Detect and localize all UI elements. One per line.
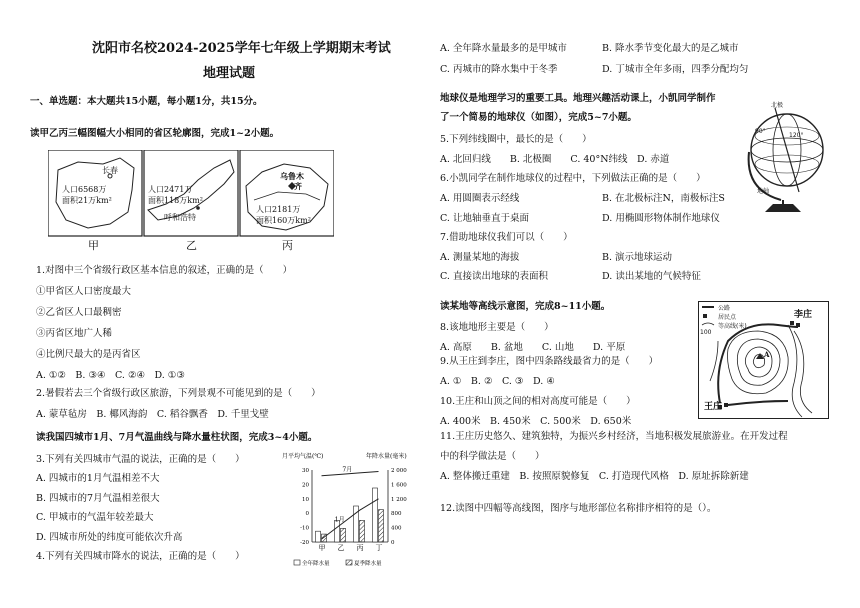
village-wangzhuang: 王庄: [704, 402, 723, 412]
map-a-city: 长春: [102, 166, 118, 175]
map-label-c: 丙: [282, 239, 293, 252]
right-tick-label: 1 200: [391, 496, 407, 503]
globe-label-lon: 120°: [789, 132, 804, 139]
right-tick-label: 400: [391, 525, 402, 532]
contour-legend-value: 100: [700, 329, 712, 336]
q4-option-a: A. 全年降水量最多的是甲城市: [440, 43, 567, 54]
category-label: 乙: [337, 544, 345, 552]
q2-choices: A. 蒙草毡房 B. 椰风海韵 C. 稻谷飘香 D. 千里戈壁: [36, 409, 269, 420]
q1-option-2: ②乙省区人口最稠密: [36, 307, 122, 318]
globe-figure: [735, 100, 827, 218]
province-map-figure: [48, 150, 334, 254]
climate-chart: [280, 448, 425, 574]
legend-swatch-summer: [346, 560, 352, 565]
section-heading: 一、单选题：本大题共15小题，每小题1分，共15分。: [30, 96, 263, 107]
q6-option-c: C. 让地轴垂直于桌面: [440, 213, 529, 224]
bar-summer-precip: [341, 528, 346, 542]
bar-summer-precip: [360, 520, 365, 542]
right-column: [430, 0, 860, 608]
intro-q8-11: 读某地等高线示意图，完成8~11小题。: [440, 301, 611, 312]
right-axis-label: 年降水量(毫米): [366, 453, 407, 460]
q7-option-d: D. 读出某地的气候特征: [602, 271, 701, 282]
q11-choices: A. 整体搬迁重建 B. 按照原貌修复 C. 打造现代风格 D. 原址拆除新建: [440, 471, 749, 482]
left-tick-label: 0: [305, 511, 309, 518]
map-a-area: 面积21万km²: [62, 196, 112, 205]
bar-annual-precip: [373, 488, 378, 542]
map-c-population: 人口2181万: [256, 205, 301, 214]
right-tick-label: 1 600: [391, 482, 407, 489]
globe-label-lat: 90°: [755, 128, 766, 135]
contour-legend-road: 公路: [718, 305, 731, 312]
q6-option-d: D. 用椭圆形物体制作地球仪: [602, 213, 720, 224]
right-tick-label: 0: [391, 540, 395, 546]
question-2: 2.暑假若去三个省级行政区旅游，下列景观不可能见到的是（ ）: [36, 388, 321, 399]
question-10: 10.王庄和山顶之间的相对高度可能是（ ）: [440, 396, 636, 407]
q6-option-b: B. 在北极标注N，南极标注S: [602, 193, 725, 204]
line-label-jan: 1月: [334, 516, 345, 524]
intro-q5-7-line2: 了一个简易的地球仪（如图），完成5~7小题。: [440, 112, 637, 123]
q8-choices: A. 高原 B. 盆地 C. 山地 D. 平原: [440, 342, 626, 353]
line-label-july: 7月: [342, 466, 353, 474]
right-tick-label: 2 000: [391, 468, 407, 474]
map-c-area: 面积160万km²: [256, 216, 311, 225]
intro-q1-2: 读甲乙丙三幅图幅大小相同的省区轮廓图，完成1~2小题。: [30, 128, 280, 139]
left-tick-label: -20: [300, 540, 309, 546]
q3-option-d: D. 四城市所处的纬度可能依次升高: [36, 532, 183, 543]
legend-summer: 夏季降水量: [354, 561, 382, 567]
q1-option-1: ①甲省区人口密度最大: [36, 286, 132, 297]
bar-summer-precip: [379, 510, 384, 542]
question-7: 7.借助地球仪我们可以（ ）: [440, 232, 573, 243]
category-label: 甲: [318, 544, 326, 552]
map-label-a: 甲: [88, 239, 99, 252]
question-12: 12.读图中四幅等高线图，图序与地形部位名称排序相符的是（）。: [440, 503, 717, 514]
exam-title: 沈阳市名校2024-2025学年七年级上学期期末考试: [92, 41, 391, 56]
q1-option-4: ④比例尺最大的是丙省区: [36, 349, 141, 360]
exam-subtitle: 地理试题: [203, 66, 256, 81]
question-6: 6.小凯同学在制作地球仪的过程中，下列做法正确的是（ ）: [440, 173, 706, 184]
q4-option-b: B. 降水季节变化最大的是乙城市: [602, 43, 739, 54]
q4-option-d: D. 丁城市全年多雨，四季分配均匀: [602, 64, 749, 75]
bar-annual-precip: [316, 531, 321, 542]
question-11-line1: 11.王庄历史悠久、建筑独特，为振兴乡村经济，当地积极发展旅游业。在开发过程: [440, 431, 788, 442]
q6-option-a: A. 用圆圈表示经线: [440, 193, 520, 204]
globe-label-top: 北极: [771, 102, 784, 109]
question-4: 4.下列有关四城市降水的说法，正确的是（ ）: [36, 551, 245, 562]
q3-option-a: A. 四城市的1月气温相差不大: [36, 473, 160, 484]
right-tick-label: 800: [391, 511, 402, 518]
q1-choices: A. ①② B. ③④ C. ②④ D. ①③: [36, 370, 185, 381]
q3-option-c: C. 甲城市的气温年较差最大: [36, 512, 154, 523]
map-c-city-line2: 齐: [294, 181, 302, 191]
legend-swatch-annual: [294, 560, 300, 565]
map-b-area: 面积118万km²: [148, 196, 203, 205]
q7-option-c: C. 直接读出地球的表面积: [440, 271, 548, 282]
q7-option-b: B. 演示地球运动: [602, 252, 673, 263]
left-tick-label: 10: [302, 496, 309, 503]
map-a-population: 人口6568万: [62, 185, 107, 194]
q9-choices: A. ① B. ② C. ③ D. ④: [440, 376, 555, 387]
q7-option-a: A. 测量某地的海拔: [440, 252, 520, 263]
contour-map-figure: [698, 301, 829, 419]
contour-legend-contour: 等高线(米): [718, 323, 747, 330]
question-5: 5.下列纬线圈中，最长的是（ ）: [440, 134, 592, 145]
q10-choices: A. 400米 B. 450米 C. 500米 D. 650米: [440, 416, 632, 427]
q4-option-c: C. 丙城市的降水集中于冬季: [440, 64, 558, 75]
q3-option-b: B. 四城市的7月气温相差很大: [36, 493, 160, 504]
question-9: 9.从王庄到李庄，图中四条路线最省力的是（ ）: [440, 356, 659, 367]
village-lizhuang: 李庄: [794, 310, 813, 320]
left-tick-label: 20: [302, 482, 309, 489]
q5-choices: A. 北回归线 B. 北极圈 C. 40°N纬线 D. 赤道: [440, 154, 670, 165]
intro-q3-4: 读我国四城市1月、7月气温曲线与降水量柱状图，完成3~4小题。: [36, 432, 318, 443]
left-tick-label: 30: [302, 468, 309, 474]
intro-q5-7-line1: 地球仪是地理学习的重要工具。地理兴趣活动课上，小凯同学制作: [440, 93, 716, 104]
peak-marker: A: [764, 350, 770, 359]
category-label: 丁: [375, 544, 383, 552]
question-3: 3.下列有关四城市气温的说法，正确的是（ ）: [36, 454, 245, 465]
left-tick-label: -10: [300, 525, 309, 532]
line-jan-temp: [322, 499, 379, 539]
question-1: 1.对图中三个省级行政区基本信息的叙述，正确的是（ ）: [36, 265, 293, 276]
map-c-city-line1: 乌鲁木: [280, 171, 304, 181]
q1-option-3: ③丙省区地广人稀: [36, 328, 113, 339]
category-label: 丙: [356, 544, 364, 552]
globe-label-axis: 地轴: [757, 188, 770, 195]
map-b-population: 人口2471万: [148, 185, 193, 194]
question-11-line2: 中的科学做法是（ ）: [440, 451, 545, 462]
left-axis-label: 月平均气温(℃): [282, 453, 324, 460]
legend-annual: 全年降水量: [302, 561, 330, 567]
contour-legend-settlement: 居民点: [718, 314, 737, 321]
map-label-b: 乙: [186, 239, 197, 252]
question-8: 8.该地地形主要是（ ）: [440, 322, 554, 333]
map-b-city: 呼和浩特: [164, 213, 196, 222]
